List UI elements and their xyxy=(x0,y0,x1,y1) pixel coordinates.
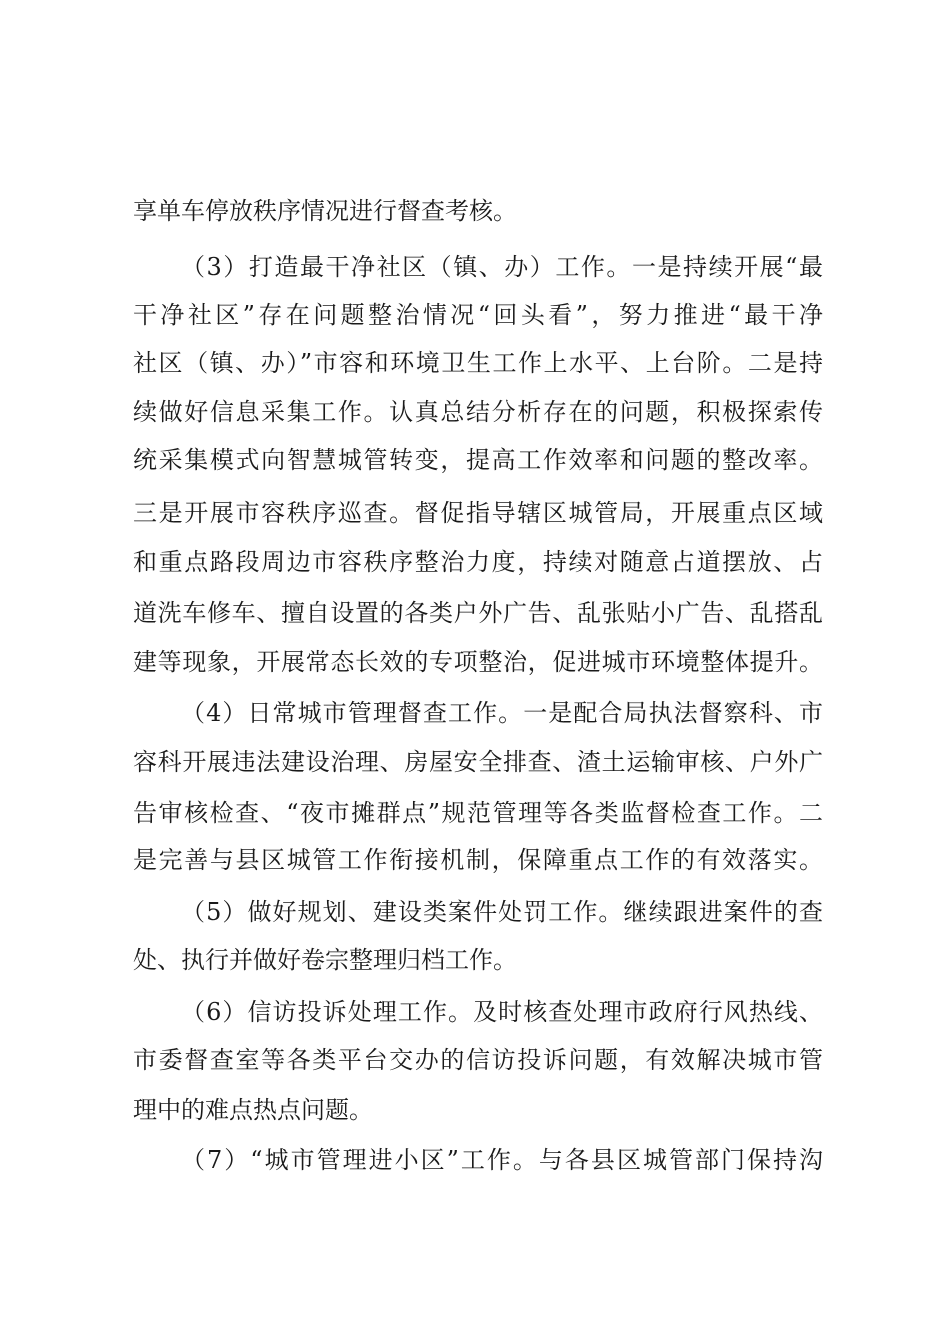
text-line: 续做好信息采集工作。认真总结分析存在的问题，积极探索传 xyxy=(133,398,823,426)
text-line: 市委督查室等各类平台交办的信访投诉问题，有效解决城市管 xyxy=(133,1046,823,1074)
text-line: 是完善与县区城管工作衔接机制，保障重点工作的有效落实。 xyxy=(133,846,823,874)
text-line: 建等现象，开展常态长效的专项整治，促进城市环境整体提升。 xyxy=(133,648,823,676)
text-line: 理中的难点热点问题。 xyxy=(133,1096,373,1124)
paragraph-4-heading-line: （4）日常城市管理督查工作。一是配合局执法督察科、市 xyxy=(181,699,823,727)
text-line: 和重点路段周边市容秩序整治力度，持续对随意占道摆放、占 xyxy=(133,548,823,576)
text-line: 容科开展违法建设治理、房屋安全排查、渣土运输审核、户外广 xyxy=(133,748,823,776)
text-line: 享单车停放秩序情况进行督查考核。 xyxy=(133,197,517,225)
text-line: 告审核检查、“夜市摊群点”规范管理等各类监督检查工作。二 xyxy=(133,799,823,827)
paragraph-7-heading-line: （7）“城市管理进小区”工作。与各县区城管部门保持沟 xyxy=(181,1146,823,1174)
text-line: 三是开展市容秩序巡查。督促指导辖区城管局，开展重点区域 xyxy=(133,499,823,527)
paragraph-6-heading-line: （6）信访投诉处理工作。及时核查处理市政府行风热线、 xyxy=(181,998,823,1026)
paragraph-3-heading-line: （3）打造最干净社区（镇、办）工作。一是持续开展“最 xyxy=(181,253,823,281)
text-line: 统采集模式向智慧城管转变，提高工作效率和问题的整改率。 xyxy=(133,446,823,474)
text-line: 道洗车修车、擅自设置的各类户外广告、乱张贴小广告、乱搭乱 xyxy=(133,599,823,627)
paragraph-5-heading-line: （5）做好规划、建设类案件处罚工作。继续跟进案件的查 xyxy=(181,898,823,926)
text-line: 处、执行并做好卷宗整理归档工作。 xyxy=(133,946,517,974)
text-line: 社区（镇、办）”市容和环境卫生工作上水平、上台阶。二是持 xyxy=(133,349,823,377)
text-line: 干净社区”存在问题整治情况“回头看”，努力推进“最干净 xyxy=(133,301,823,329)
